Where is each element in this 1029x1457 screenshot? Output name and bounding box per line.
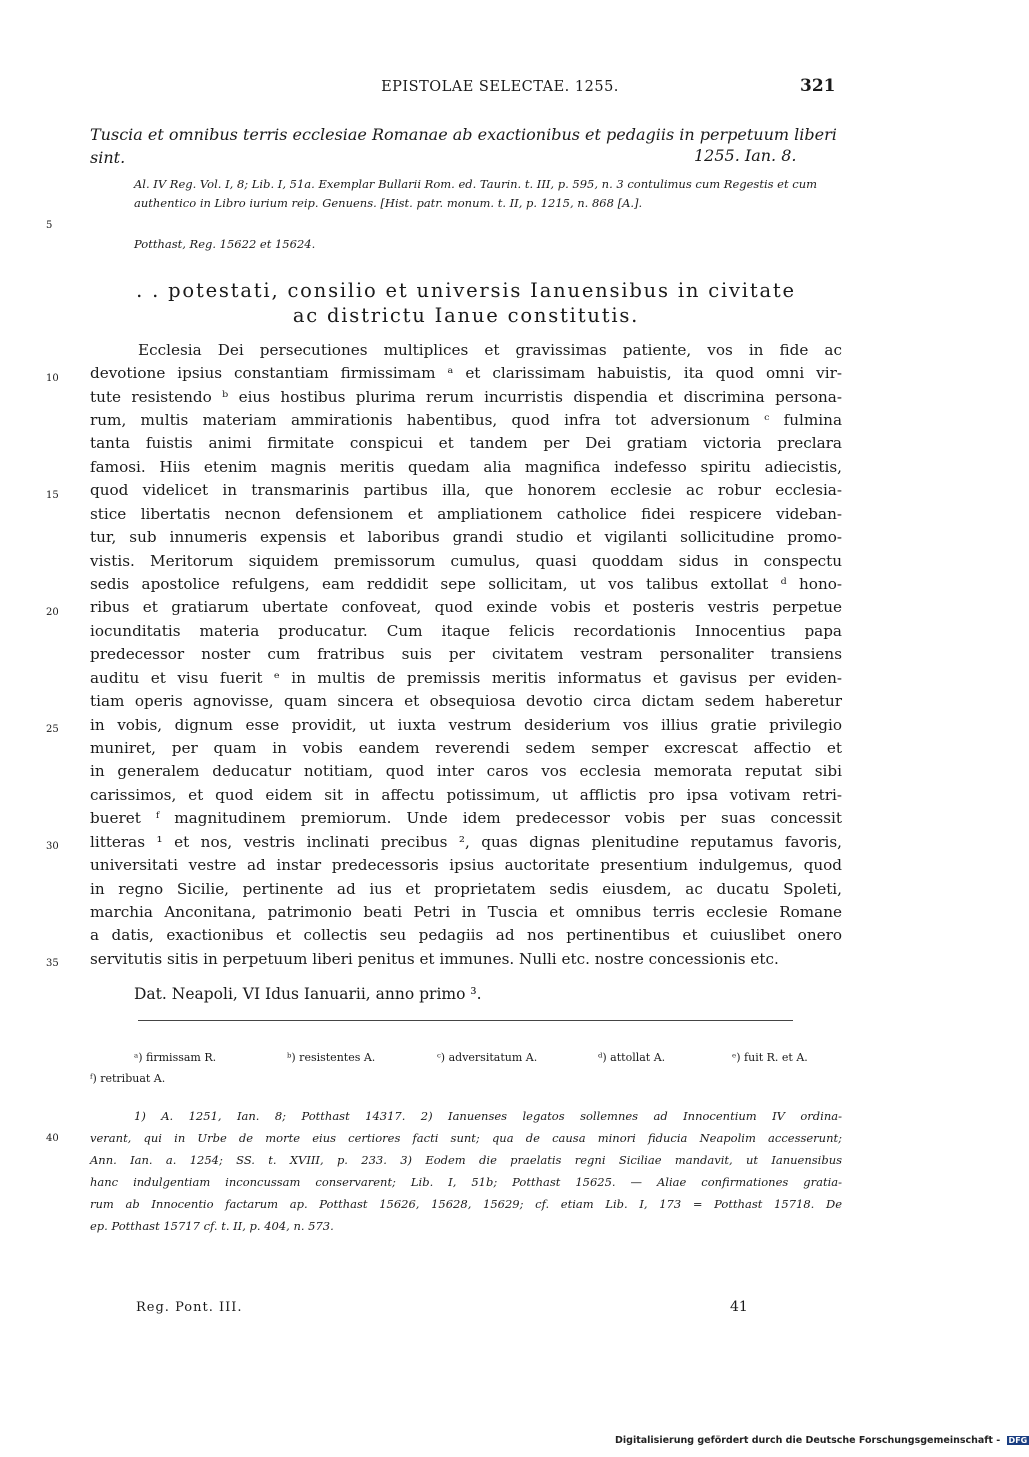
- body-line: predecessor noster cum fratribus suis per civitatem vestram personaliter transiens: [90, 645, 842, 663]
- body-line: muniret, per quam in vobis eandem reverendi sedem semper excrescat affectio et: [90, 739, 842, 757]
- body-line: in generalem deducatur notitiam, quod inter caros vos ecclesia memorata reputat sibi: [90, 762, 842, 780]
- body-line: bueret ᶠ magnitudinem premiorum. Unde idem predecessor vobis per suas concessit: [90, 809, 842, 827]
- body-line: famosi. Hiis etenim magnis meritis quedam alia magnifica indefesso spiritu adiecistis,: [90, 458, 842, 476]
- body-line: iocunditatis materia producatur. Cum itaque felicis recordationis Innocentius papa: [90, 622, 842, 640]
- address-line: . . potestati, consilio et universis Ianuensibus in civitate: [136, 279, 796, 302]
- variant-note: ᵇ) resistentes A.: [287, 1051, 376, 1064]
- body-line: auditu et visu fuerit ᵉ in multis de premissis meritis informatus et gavisus per eviden-: [90, 669, 842, 687]
- margin-line-number: 20: [46, 607, 59, 618]
- sheet-number: 41: [730, 1299, 748, 1315]
- margin-line-number: 25: [46, 724, 59, 735]
- margin-line-number: 35: [46, 958, 59, 969]
- body-line: tanta fuistis animi firmitate conspicui et tandem per Dei gratiam victoria preclara: [90, 434, 842, 452]
- margin-line-number: 15: [46, 490, 59, 501]
- potthast-reference: Potthast, Reg. 15622 et 15624.: [134, 237, 316, 251]
- address-line: ac districtu Ianue constitutis.: [292, 304, 640, 327]
- note-line: ep. Potthast 15717 cf. t. II, p. 404, n. 573.: [90, 1219, 334, 1233]
- note-line: rum ab Innocentio factarum ap. Potthast 15626, 15628, 15629; cf. etiam Lib. I, 173 = Potthast 15718. De: [90, 1197, 842, 1211]
- body-line: sedis apostolice refulgens, eam reddidit sepe sollicitam, ut vos talibus extollat ᵈ hono-: [90, 575, 842, 593]
- dfg-logo: DFG: [1008, 1436, 1028, 1445]
- margin-line-number: 10: [46, 373, 59, 384]
- body-line: devotione ipsius constantiam firmissimam ᵃ et clarissimam habuistis, ita quod omni vir-: [90, 364, 842, 382]
- variant-note: ᵃ) firmissam R.: [134, 1051, 217, 1064]
- variant-note: ᶜ) adversitatum A.: [437, 1051, 538, 1064]
- body-line: quod videlicet in transmarinis partibus illa, que honorem ecclesie ac robur ecclesia-: [90, 481, 842, 499]
- dfg-credit: [615, 1435, 1029, 1446]
- datum-line: Dat. Neapoli, VI Idus Ianuarii, anno primo ³.: [134, 985, 482, 1003]
- note-line: verant, qui in Urbe de morte eius certiores facti sunt; qua de causa minori fiducia Neapolim accesserunt;: [90, 1131, 842, 1145]
- body-line: carissimos, et quod eidem sit in affectu potissimum, ut afflictis pro ipsa votivam retri-: [90, 786, 842, 804]
- source-reference: Al. IV Reg. Vol. I, 8; Lib. I, 51a. Exemplar Bullarii Rom. ed. Taurin. t. III, p. 595, n. 3 contulimus cum Regestis et cum authentico in Libro iurium reip. Genuens. [Hist. patr. monum. t. II, p. 1215, n. 868 [A.].: [134, 177, 818, 210]
- body-line: universitati vestre ad instar predecessoris ipsius auctoritate presentium indulgemus, quod: [90, 856, 842, 874]
- note-line: 1) A. 1251, Ian. 8; Potthast 14317. 2) Ianuenses legatos sollemnes ad Innocentium IV ordina-: [134, 1109, 842, 1123]
- body-line: tiam operis agnovisse, quam sincera et obsequiosa devotio circa dictam sedem haberetur: [90, 692, 842, 710]
- body-line: tur, sub innumeris expensis et laboribus grandi studio et vigilanti sollicitudine promo-: [90, 528, 842, 546]
- letter-summary: Tuscia et omnibus terris ecclesiae Romanae ab exactionibus et pedagiis in perpetuum liberi sint.: [90, 125, 837, 167]
- body-line: servitutis sitis in perpetuum liberi penitus et immunes. Nulli etc. nostre concessionis etc.: [90, 950, 779, 968]
- body-line: stice libertatis necnon defensionem et ampliationem catholice fidei respicere videban-: [90, 505, 842, 523]
- margin-line-number: 30: [46, 841, 59, 852]
- note-line: Ann. Ian. a. 1254; SS. t. XVIII, p. 233. 3) Eodem die praelatis regni Siciliae mandavit, ut Ianuensibus: [90, 1153, 842, 1167]
- note-line: hanc indulgentiam inconcussam conservarent; Lib. I, 51b; Potthast 15625. — Aliae confirmationes gratia-: [90, 1175, 842, 1189]
- body-line: tute resistendo ᵇ eius hostibus plurima rerum incurristis dispendia et discrimina persona-: [90, 388, 842, 406]
- dfg-credit-text: Digitalisierung gefördert durch die Deutsche Forschungsgemeinschaft -: [615, 1435, 1001, 1446]
- body-line: rum, multis materiam ammirationis habentibus, quod infra tot adversionum ᶜ fulmina: [90, 411, 842, 429]
- body-line: litteras ¹ et nos, vestris inclinati precibus ², quas dignas plenitudine reputamus favoris,: [90, 833, 842, 851]
- body-line: a datis, exactionibus et collectis seu pedagiis ad nos pertinentibus et cuiuslibet onero: [90, 926, 842, 944]
- letter-address: [90, 278, 842, 328]
- body-line: in regno Sicilie, pertinente ad ius et proprietatem sedis eiusdem, ac ducatu Spoleti,: [90, 880, 842, 898]
- body-line: Ecclesia Dei persecutiones multiplices et gravissimas patiente, vos in fide ac: [138, 341, 842, 359]
- letter-date: 1255. Ian. 8.: [694, 146, 797, 165]
- variant-note: ᵈ) attollat A.: [598, 1051, 666, 1064]
- signature-mark: Reg. Pont. III.: [136, 1300, 243, 1315]
- footnote-separator: [138, 1020, 793, 1021]
- running-header: EPISTOLAE SELECTAE. 1255.: [381, 79, 619, 95]
- body-line: vistis. Meritorum siquidem premissorum cumulus, quasi quoddam sidus in conspectu: [90, 552, 842, 570]
- body-line: marchia Anconitana, patrimonio beati Petri in Tuscia et omnibus terris ecclesie Romane: [90, 903, 842, 921]
- body-line: ribus et gratiarum ubertate confoveat, quod exinde vobis et posteris vestris perpetue: [90, 598, 842, 616]
- margin-line-number: 40: [46, 1133, 59, 1144]
- variant-note: ᵉ) fuit R. et A.: [732, 1051, 808, 1064]
- body-line: in vobis, dignum esse providit, ut iuxta vestrum desiderium vos illius gratie privilegio: [90, 716, 842, 734]
- variant-note: ᶠ) retribuat A.: [90, 1072, 166, 1085]
- margin-line-number: 5: [46, 220, 53, 231]
- page-number: 321: [800, 76, 836, 96]
